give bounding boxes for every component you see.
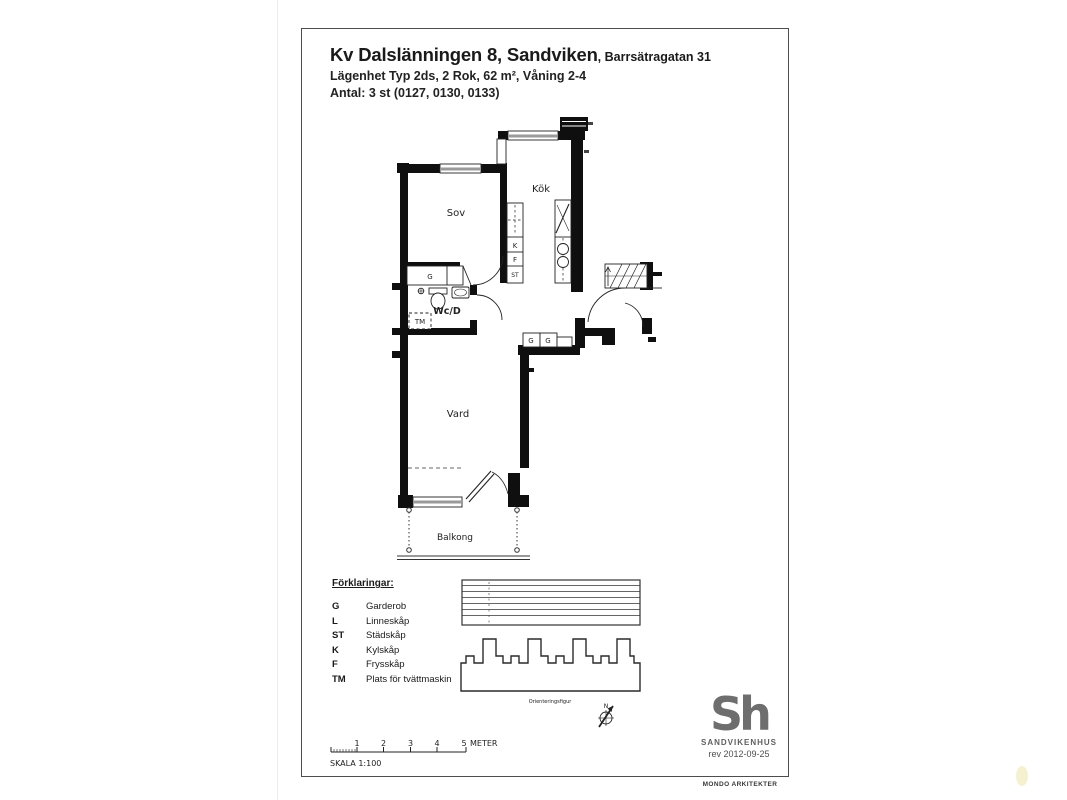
orientation-figure: [455, 575, 650, 735]
scale-unit: METER: [470, 739, 498, 748]
scale-tick-label: 3: [407, 739, 414, 748]
room-label-sov: Sov: [446, 208, 466, 219]
apartment-type-line: Lägenhet Typ 2ds, 2 Rok, 62 m², Våning 2-4: [330, 69, 587, 83]
legend-abbr: G: [332, 601, 340, 612]
scale-tick-label: 1: [354, 739, 360, 748]
label-g-hall-2: G: [545, 337, 551, 345]
legend-abbr: L: [332, 615, 338, 627]
scale-tick-label: 5: [461, 739, 467, 748]
legend-abbr: K: [332, 644, 339, 656]
label-g-sov: G: [427, 273, 433, 281]
floor-plan-drawing: [390, 108, 675, 570]
balcony-door: [466, 471, 508, 502]
legend-label: Frysskåp: [366, 659, 405, 671]
sandvikenhus-logo-icon: Sh: [710, 687, 768, 741]
title-street: , Barrsätragatan 31: [597, 50, 711, 64]
room-label-vard: Vard: [446, 409, 470, 420]
scale-numbers: [354, 739, 497, 748]
room-label-wcd: Wc/D: [433, 306, 461, 317]
facade-elevation: [462, 580, 640, 625]
scale-tick-label: 2: [380, 739, 387, 748]
legend-abbr: ST: [332, 630, 345, 642]
orientation-caption: Orienteringsfigur: [528, 699, 572, 705]
door-arc-entry: [588, 288, 625, 322]
company-name: SANDVIKENHUS: [700, 738, 777, 747]
door-arc-sov: [473, 256, 503, 285]
scan-edge-line: [277, 0, 278, 800]
apartment-count-line: Antal: 3 st (0127, 0130, 0133): [330, 86, 500, 100]
legend-label: Städskåp: [366, 630, 406, 642]
kitchen-counter: [555, 200, 571, 283]
room-labels: [433, 184, 550, 543]
north-arrow-icon: [598, 703, 614, 727]
legend-label: Linneskåp: [366, 615, 410, 627]
page-title: [330, 44, 770, 66]
company-logo-block: [680, 687, 798, 759]
label-st: ST: [511, 272, 519, 279]
scan-smudge-artifact: [1016, 766, 1028, 786]
label-f: F: [512, 256, 518, 264]
door-arc-wcd: [477, 295, 502, 320]
building-silhouette: [461, 639, 640, 691]
doors: [466, 256, 643, 502]
title-block: [330, 44, 770, 100]
legend-label: Kylskåp: [366, 644, 400, 656]
legend-heading: Förklaringar:: [332, 578, 394, 589]
legend-abbr: TM: [332, 673, 346, 685]
north-label: N: [603, 703, 609, 710]
label-g-hall-1: G: [528, 337, 534, 345]
scale-tick-label: 4: [434, 739, 440, 748]
title-main: Kv Dalslänningen 8, Sandviken: [330, 44, 598, 65]
legend-label: Garderob: [366, 601, 407, 612]
room-label-kok: Kök: [532, 184, 550, 195]
door-arc-entry-2: [625, 303, 643, 327]
revision-date: rev 2012-09-25: [708, 749, 770, 759]
scale-bar: [325, 728, 510, 772]
scale-caption: SKALA 1:100: [330, 759, 382, 768]
architect-credit: MONDO ARKITEKTER: [702, 781, 778, 788]
room-label-balkong: Balkong: [436, 533, 474, 543]
label-k: K: [512, 242, 518, 250]
label-tm: TM: [414, 318, 426, 326]
wardrobe-sov: [407, 266, 471, 285]
legend-abbr: F: [332, 659, 338, 671]
legend-label: Plats för tvättmaskin: [366, 673, 452, 685]
scale-bar-line: [331, 747, 466, 752]
